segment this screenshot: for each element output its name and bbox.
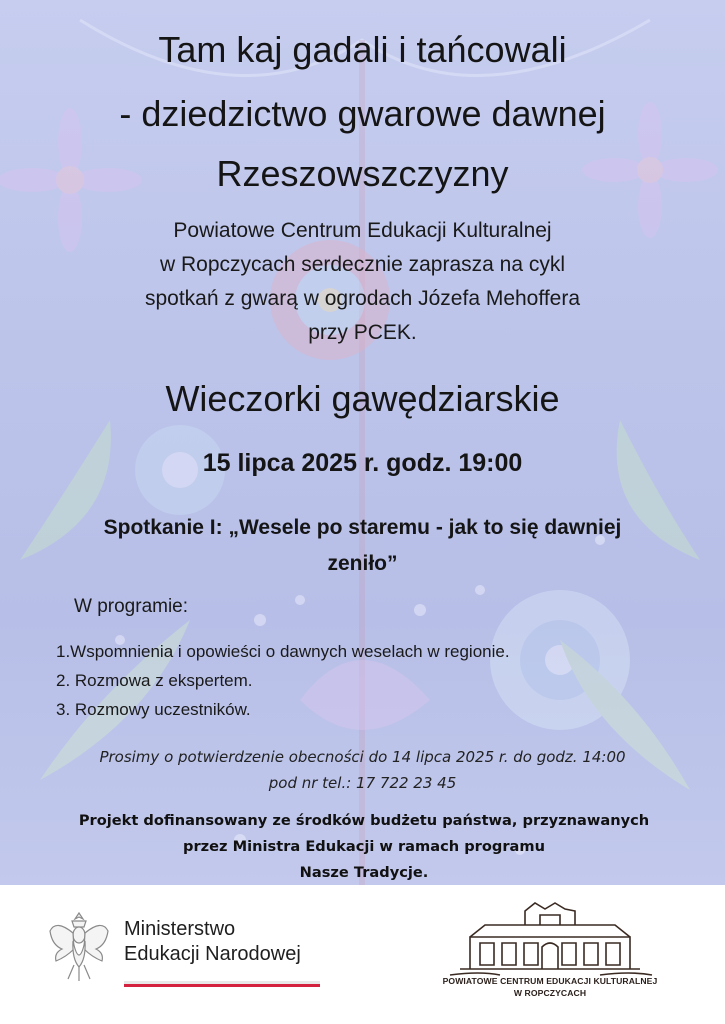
rsvp-line-2: pod nr tel.: 17 722 23 45 <box>268 774 457 792</box>
flag-stripe-red <box>124 984 320 987</box>
meeting-title <box>10 510 715 582</box>
program-heading: W programie: <box>74 596 189 617</box>
intro-line-3: spotkań z gwarą w ogrodach Józefa Mehoffera <box>144 287 581 311</box>
ministry-name <box>124 917 301 967</box>
intro-line-2: w Ropczycach serdecznie zaprasza na cykl <box>159 253 565 277</box>
program-item: 3. Rozmowy uczestników. <box>56 700 251 719</box>
title-line-3: Rzeszowszczyzny <box>216 153 509 194</box>
footer <box>0 885 725 1024</box>
funding-note <box>14 808 714 885</box>
pcek-line-1: POWIATOWE CENTRUM EDUKACJI KULTURALNEJ <box>442 976 658 986</box>
funding-line-2: przez Ministra Edukacji w ramach programu <box>183 838 545 855</box>
white-eagle-emblem-icon <box>46 909 112 985</box>
ministry-line-2: Edukacji Narodowej <box>124 943 301 965</box>
ministry-line-1: Ministerstwo <box>124 918 236 940</box>
funding-line-3: Nasze Tradycje. <box>299 864 429 881</box>
intro-paragraph <box>40 214 685 350</box>
program-item: 2. Rozmowa z ekspertem. <box>56 671 253 690</box>
title-line-2: - dziedzictwo gwarowe dawnej <box>119 93 606 134</box>
meeting-line-2: zeniło” <box>327 552 398 576</box>
funding-line-1: Projekt dofinansowany ze środków budżetu państwa, przyznawanych <box>78 812 650 829</box>
event-date: 15 lipca 2025 r. godz. 19:00 <box>202 449 523 477</box>
title-line-1: Tam kaj gadali i tańcowali <box>158 29 567 70</box>
series-name: Wieczorki gawędziarskie <box>165 378 560 419</box>
rsvp-line-1: Prosimy o potwierdzenie obecności do 14 lipca 2025 r. do godz. 14:00 <box>99 748 626 766</box>
intro-line-1: Powiatowe Centrum Edukacji Kulturalnej <box>173 219 552 242</box>
pcek-building-icon <box>440 897 660 977</box>
intro-line-4: przy PCEK. <box>308 321 417 345</box>
meeting-line-1: Spotkanie I: „Wesele po staremu - jak to się dawniej <box>103 516 622 539</box>
ministry-logo <box>46 909 336 987</box>
rsvp-note <box>20 744 705 796</box>
pcek-line-2: W ROPCZYCACH <box>513 988 587 998</box>
program-item: 1.Wspomnienia i opowieści o dawnych weselach w regionie. <box>56 642 510 661</box>
program-list <box>56 637 510 724</box>
pcek-name <box>440 975 660 999</box>
pcek-logo <box>440 897 660 1015</box>
